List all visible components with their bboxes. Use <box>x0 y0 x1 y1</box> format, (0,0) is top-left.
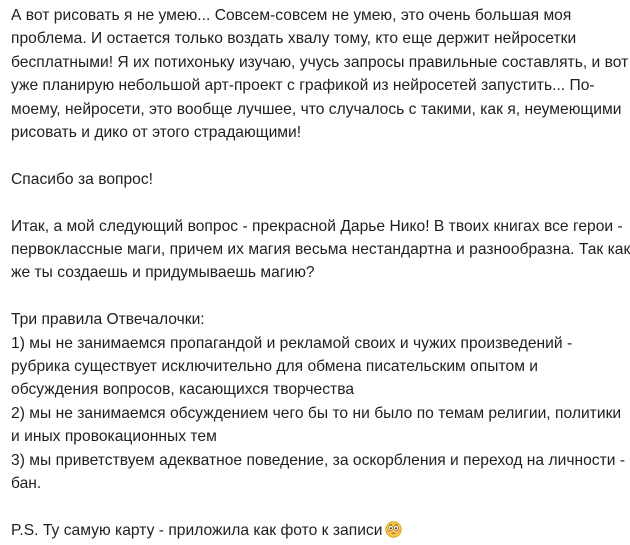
text-line: первоклассные маги, причем их магия весьма нестандартна и разнообразна. Так как <box>11 241 630 259</box>
paragraph-drawing <box>11 4 629 144</box>
text-line: Итак, а мой следующий вопрос - прекрасной Дарье Нико! В твоих книгах все герои - <box>11 217 623 235</box>
rule-line: 1) мы не занимаемся пропагандой и рекламой своих и чужих произведений - <box>11 334 573 352</box>
rules-heading: Три правила Отвечалочки: <box>11 311 205 329</box>
paragraph-rules <box>11 308 626 495</box>
paragraph-next-question <box>11 215 630 285</box>
rule-line: бан. <box>11 475 42 493</box>
flushed-face-icon <box>385 521 402 538</box>
post-text <box>11 4 630 542</box>
rule-line: 2) мы не занимаемся обсуждением чего бы то ни было по темам религии, политики <box>11 404 622 422</box>
rule-line: и иных провокационных тем <box>11 428 217 446</box>
text-line: же ты создаешь и придумываешь магию? <box>11 264 315 282</box>
ps-text: P.S. Ту самую карту - приложила как фото к записи <box>11 521 383 539</box>
text-line: уже планирую небольшой арт-проект с графикой из нейросетей запустить... По- <box>11 77 595 95</box>
text-line: Спасибо за вопрос! <box>11 170 154 188</box>
ps-line <box>11 519 623 542</box>
rule-line: обсуждения вопросов, касающихся творчества <box>11 381 355 399</box>
rule-line: рубрика существует исключительно для обмена писательским опытом и <box>11 358 539 376</box>
text-line: рисовать и дико от этого страдающими! <box>11 124 302 142</box>
paragraph-ps <box>11 519 623 542</box>
text-line: бесплатными! Я их потихоньку изучаю, учусь запросы правильные составлять, и вот <box>11 53 629 71</box>
text-line: моему, нейросети, это вообще лучшее, что случалось с такими, как я, неумеющими <box>11 100 622 118</box>
text-line: проблема. И остается только воздать хвалу тому, кто еще держит нейросетки <box>11 30 577 48</box>
text-line: А вот рисовать я не умею... Совсем-совсем не умею, это очень большая моя <box>11 7 572 24</box>
rule-line: 3) мы приветствуем адекватное поведение, за оскорбления и переход на личности - <box>11 451 626 469</box>
paragraph-thanks <box>11 168 623 191</box>
